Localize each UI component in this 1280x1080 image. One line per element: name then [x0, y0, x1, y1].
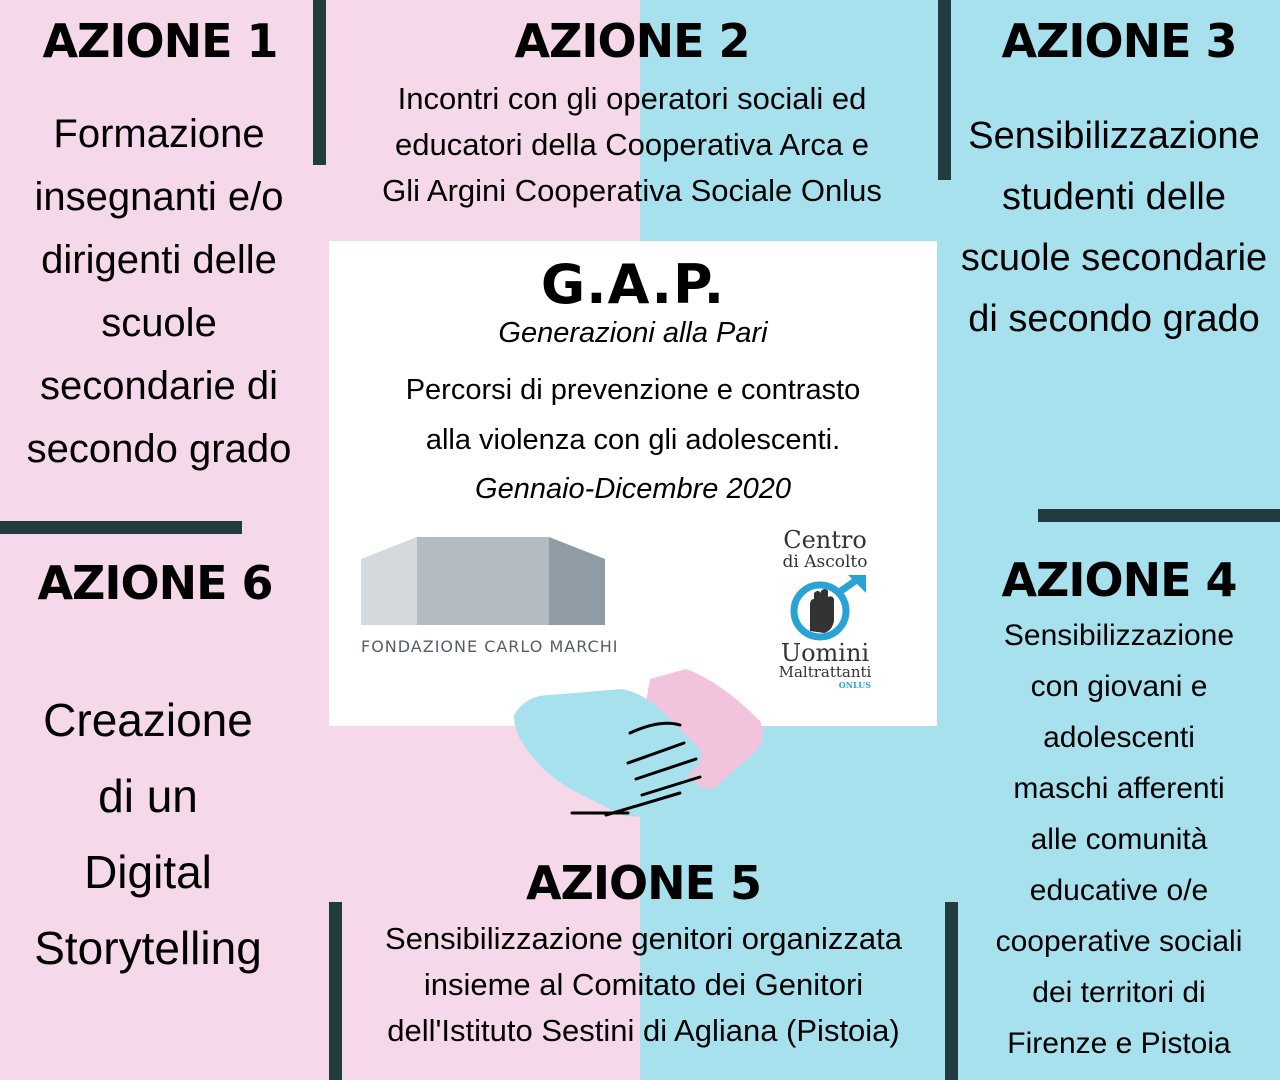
project-subtitle: Generazioni alla Pari: [498, 317, 768, 349]
action6-line: Storytelling: [34, 922, 262, 974]
action4-line: dei territori di: [1032, 976, 1206, 1009]
action1-title: AZIONE 1: [42, 14, 278, 68]
action5-title: AZIONE 5: [525, 856, 762, 910]
divider-bar-bottom-1: [329, 902, 342, 1080]
divider-bar-bottom-2: [945, 902, 958, 1080]
fondazione-logo-text: FONDAZIONE CARLO MARCHI: [361, 637, 619, 656]
divider-bar-right-horizontal: [1038, 509, 1280, 522]
project-description-line: Percorsi di prevenzione e contrasto: [405, 374, 861, 406]
action6-line: di un: [98, 770, 198, 822]
divider-bar-left-horizontal: [0, 521, 242, 534]
centro-logo-line: ONLUS: [838, 680, 871, 690]
action3-line: scuole secondarie: [960, 237, 1268, 279]
action5-line: insieme al Comitato dei Genitori: [423, 967, 864, 1002]
action2-line: educatori della Cooperativa Arca e: [395, 127, 869, 162]
action4-line: Firenze e Pistoia: [1007, 1027, 1231, 1060]
action4-line: Sensibilizzazione: [1003, 619, 1235, 652]
action3-line: studenti delle: [1002, 176, 1226, 218]
action5-line: dell'Istituto Sestini di Agliana (Pistoia): [387, 1013, 900, 1048]
action1-line: secondo grado: [26, 427, 292, 471]
action5-text: [342, 916, 945, 1054]
action2-title: AZIONE 2: [514, 14, 750, 68]
action4-text: [958, 610, 1280, 1069]
centro-logo-line: Centro: [783, 526, 867, 554]
centro-logo-line: di Ascolto: [782, 552, 868, 572]
hand-male-symbol-icon: [780, 575, 870, 641]
action3-line: di secondo grado: [968, 298, 1260, 340]
action3-line: Sensibilizzazione: [968, 115, 1260, 157]
action4-line: con giovani e: [1030, 670, 1208, 703]
fondazione-logo: [361, 535, 619, 665]
action4-line: alle comunità: [1030, 823, 1208, 856]
project-period: Gennaio-Dicembre 2020: [475, 473, 791, 505]
action2-text: [326, 76, 938, 214]
center-card: [329, 241, 937, 726]
building-blocks-icon: [361, 535, 607, 627]
centro-logo-line: Maltrattanti: [778, 663, 872, 681]
centro-ascolto-logo: [765, 527, 885, 697]
action4-title: AZIONE 4: [1001, 553, 1237, 607]
action6-text: [0, 682, 296, 986]
project-description-line: alla violenza con gli adolescenti.: [425, 424, 841, 456]
action1-line: insegnanti e/o: [34, 175, 284, 219]
action1-line: secondarie di: [40, 364, 278, 408]
action3-title: AZIONE 3: [1001, 14, 1237, 68]
project-title: G.A.P.: [540, 253, 726, 316]
action6-title: AZIONE 6: [37, 556, 273, 610]
action1-line: scuole: [101, 301, 217, 345]
action4-line: maschi afferenti: [1013, 772, 1225, 805]
project-description: [329, 365, 937, 465]
centro-logo-line: Uomini: [780, 639, 870, 667]
action2-line: Gli Argini Cooperativa Sociale Onlus: [382, 173, 882, 208]
action5-line: Sensibilizzazione genitori organizzata: [385, 921, 902, 956]
action2-line: Incontri con gli operatori sociali ed: [397, 81, 867, 116]
action4-line: adolescenti: [1043, 721, 1195, 754]
handshake-icon: [510, 665, 770, 835]
action1-line: Formazione: [53, 112, 265, 156]
action4-line: educative o/e: [1029, 874, 1209, 907]
action6-line: Digital: [84, 846, 212, 898]
action1-line: dirigenti delle: [41, 238, 277, 282]
action4-line: cooperative sociali: [995, 925, 1243, 958]
action6-line: Creazione: [43, 694, 253, 746]
action1-text: [0, 103, 318, 481]
action3-text: [948, 106, 1280, 350]
